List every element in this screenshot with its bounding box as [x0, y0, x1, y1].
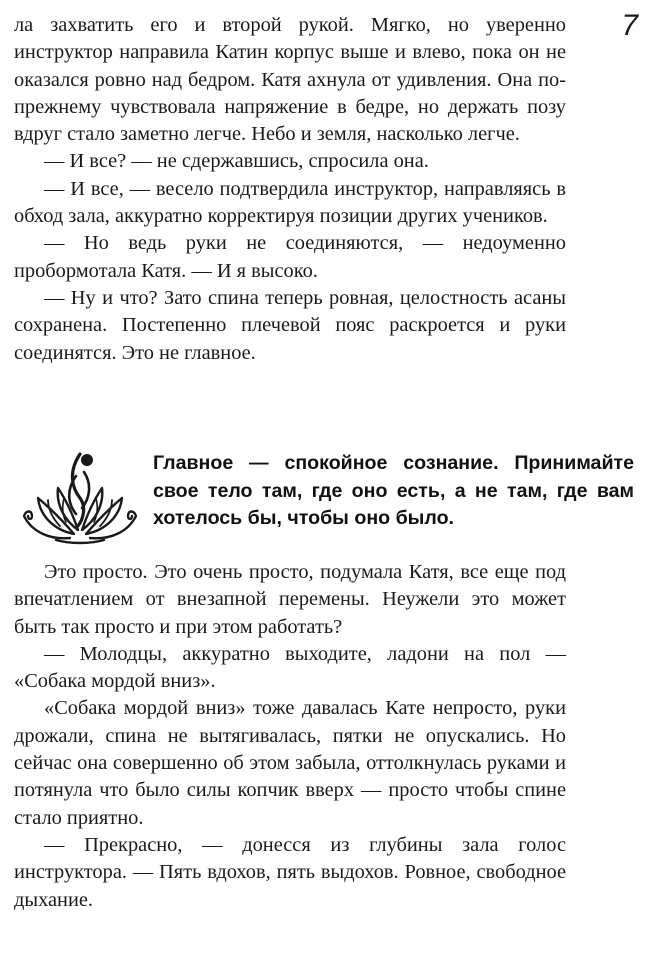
body-text-bottom	[14, 559, 566, 914]
paragraph: — И все, — весело подтвердила инструктор, направляясь в обход зала, аккуратно корректируя позиции других учеников.	[14, 177, 566, 228]
callout-text: Главное — спокойное сознание. Принимайте свое тело там, где оно есть, а не там, где вам хотелось бы, чтобы оно было.	[153, 452, 634, 529]
paragraph: — Прекрасно, — донесся из глубины зала голос инструктора. — Пять вдохов, пять выдохов. Ровное, свободное дыхание.	[14, 833, 566, 911]
paragraph: — Но ведь руки не соединяются, — недоуменно пробормотала Катя. — И я высоко.	[14, 232, 566, 282]
paragraph: ла захватить его и второй рукой. Мягко, но уверенно инструктор направила Катин корпус выше и влево, пока он не оказался ровно над бедром. Катя ахнула от удивления. Она по-прежнему чувствовала напряжение в бедре, но держать позу вдруг стало заметно легче. Небо и земля, насколько легче.	[14, 14, 566, 146]
page-number: 7	[621, 9, 638, 42]
lotus-icon	[20, 442, 140, 546]
body-text-top	[14, 12, 566, 367]
paragraph: — И все? — не сдержавшись, спросила она.	[44, 150, 429, 173]
callout-block	[14, 442, 638, 550]
paragraph: «Собака мордой вниз» тоже давалась Кате непросто, руки дрожали, спина не вытягивалась, пятки не опускались. Но сейчас она совершенно об этом забыла, оттолкнулась руками и потянула что было силы копчик вверх — просто чтобы спине стало приятно.	[14, 697, 566, 829]
paragraph: — Ну и что? Зато спина теперь ровная, целостность асаны сохранена. Постепенно плечевой пояс раскроется и руки соединятся. Это не главное.	[14, 286, 566, 364]
paragraph: — Молодцы, аккуратно выходите, ладони на пол — «Собака мордой вниз».	[14, 642, 566, 693]
paragraph: Это просто. Это очень просто, подумала Катя, все еще под впечатлением от внезапной перемены. Неужели это может быть так просто и при этом работать?	[14, 561, 566, 638]
